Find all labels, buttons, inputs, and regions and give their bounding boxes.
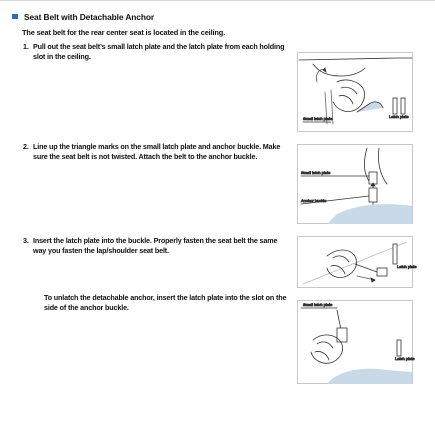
step-2-number: 2. <box>23 142 29 151</box>
fig1-latch-plate-a <box>393 98 397 114</box>
fig2-small-latch-plate <box>369 172 377 184</box>
fig3-label-latch: Latch plate <box>397 264 417 269</box>
fig4-anchor-buckle <box>337 328 347 342</box>
step-1-text: Pull out the seat belt’s small latch plate and the latch plate from each holding slot in the ceiling. <box>33 42 285 62</box>
fig3-latch-plate <box>393 244 397 264</box>
fig1-label-latch: Latch plate <box>389 114 409 119</box>
step-1-number: 1. <box>23 42 29 51</box>
illustration-insert-latch <box>297 236 417 288</box>
section-heading-text: Seat Belt with Detachable Anchor <box>24 12 155 22</box>
step-2-text: Line up the triangle marks on the small latch plate and anchor buckle. Make sure the seat belt is not twisted. Attach the belt to the anchor buckle. <box>33 142 281 162</box>
top-rule <box>0 0 435 1</box>
unlatch-note: To unlatch the detachable anchor, insert the latch plate into the slot on the side of the anchor buckle. <box>44 293 287 313</box>
intro-text: The seat belt for the rear center seat is located in the ceiling. <box>22 28 226 37</box>
fig4-label-latch: Latch plate <box>395 356 415 361</box>
illustration-unlatch-anchor <box>297 300 413 384</box>
fig2-label-anchor: Anchor buckle <box>301 198 327 203</box>
step-3-number: 3. <box>23 236 29 245</box>
fig2-anchor-buckle <box>369 188 377 202</box>
heading-bullet-icon <box>12 14 18 19</box>
step-2 <box>23 142 288 162</box>
section-heading <box>12 12 154 22</box>
step-3-text: Insert the latch plate into the buckle. Properly fasten the seat belt the same way you fasten the lap/shoulder seat belt. <box>33 236 278 256</box>
illustration-anchor-buckle <box>297 144 413 224</box>
illustration-ceiling-slot <box>297 52 413 132</box>
step-1 <box>23 42 288 62</box>
fig2-label-small-latch: Small latch plate <box>301 170 331 175</box>
fig1-label-small-latch: Small latch plate <box>303 116 333 121</box>
step-3 <box>23 236 288 256</box>
fig1-latch-plate-b <box>401 98 405 114</box>
fig4-label-small-latch: Small latch plate <box>303 302 333 307</box>
fig3-buckle <box>377 268 387 276</box>
fig4-latch-plate <box>397 340 401 356</box>
